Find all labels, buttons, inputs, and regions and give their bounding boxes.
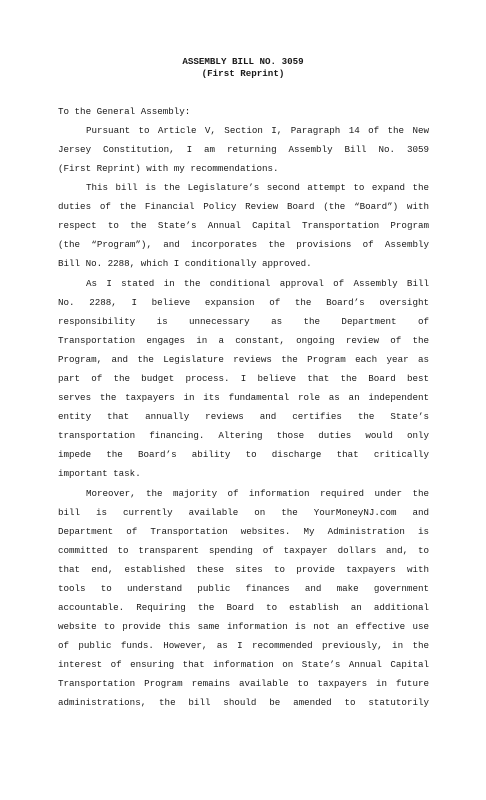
- paragraph-3-line: impede the Board’s ability to discharge that critically: [58, 449, 429, 460]
- paragraph-4-line: website to provide this same information is not an effective use: [58, 621, 429, 632]
- paragraph-4-line: tools to understand public finances and make government: [58, 583, 429, 594]
- paragraph-4-line: Department of Transportation websites. My Administration is: [58, 526, 429, 537]
- paragraph-3-line: Transportation engages in a constant, ongoing review of the: [58, 335, 429, 346]
- paragraph-4-line: interest of ensuring that information on State’s Annual Capital: [58, 659, 429, 670]
- salutation: To the General Assembly:: [58, 106, 191, 117]
- paragraph-1-line: Pursuant to Article V, Section I, Paragraph 14 of the New: [86, 125, 429, 136]
- paragraph-4-line: that end, established these sites to provide taxpayers with: [58, 564, 429, 575]
- paragraph-3-line: important task.: [58, 468, 141, 479]
- paragraph-4-line: Moreover, the majority of information required under the: [86, 488, 429, 499]
- bill-title: ASSEMBLY BILL NO. 3059: [182, 56, 304, 67]
- paragraph-3-line: transportation financing. Altering those duties would only: [58, 430, 429, 441]
- paragraph-2-line: (the “Program”), and incorporates the provisions of Assembly: [58, 239, 429, 250]
- paragraph-4-line: committed to transparent spending of taxpayer dollars and, to: [58, 545, 429, 556]
- paragraph-3-line: part of the budget process. I believe that the Board best: [58, 373, 429, 384]
- paragraph-2-line: This bill is the Legislature’s second attempt to expand the: [86, 182, 429, 193]
- paragraph-2-line: Bill No. 2288, which I conditionally approved.: [58, 258, 312, 269]
- paragraph-2-line: respect to the State’s Annual Capital Transportation Program: [58, 220, 429, 231]
- paragraph-1-line: (First Reprint) with my recommendations.: [58, 163, 279, 174]
- paragraph-4-line: of public funds. However, as I recommended previously, in the: [58, 640, 429, 651]
- paragraph-3-line: serves the taxpayers in its fundamental role as an independent: [58, 392, 429, 403]
- paragraph-4-line: Transportation Program remains available to taxpayers in future: [58, 678, 429, 689]
- paragraph-3-line: No. 2288, I believe expansion of the Board’s oversight: [58, 297, 429, 308]
- paragraph-3-line: responsibility is unnecessary as the Department of: [58, 316, 429, 327]
- paragraph-3-line: entity that annually reviews and certifies the State’s: [58, 411, 429, 422]
- paragraph-4-line: administrations, the bill should be amended to statutorily: [58, 697, 429, 708]
- paragraph-3-line: As I stated in the conditional approval of Assembly Bill: [86, 278, 429, 289]
- paragraph-3-line: Program, and the Legislature reviews the Program each year as: [58, 354, 429, 365]
- bill-subtitle: (First Reprint): [201, 68, 285, 79]
- paragraph-4-line: accountable. Requiring the Board to establish an additional: [58, 602, 429, 613]
- paragraph-2-line: duties of the Financial Policy Review Board (the “Board”) with: [58, 201, 429, 212]
- paragraph-4-line: bill is currently available on the YourMoneyNJ.com and: [58, 507, 429, 518]
- paragraph-1-line: Jersey Constitution, I am returning Assembly Bill No. 3059: [58, 144, 429, 155]
